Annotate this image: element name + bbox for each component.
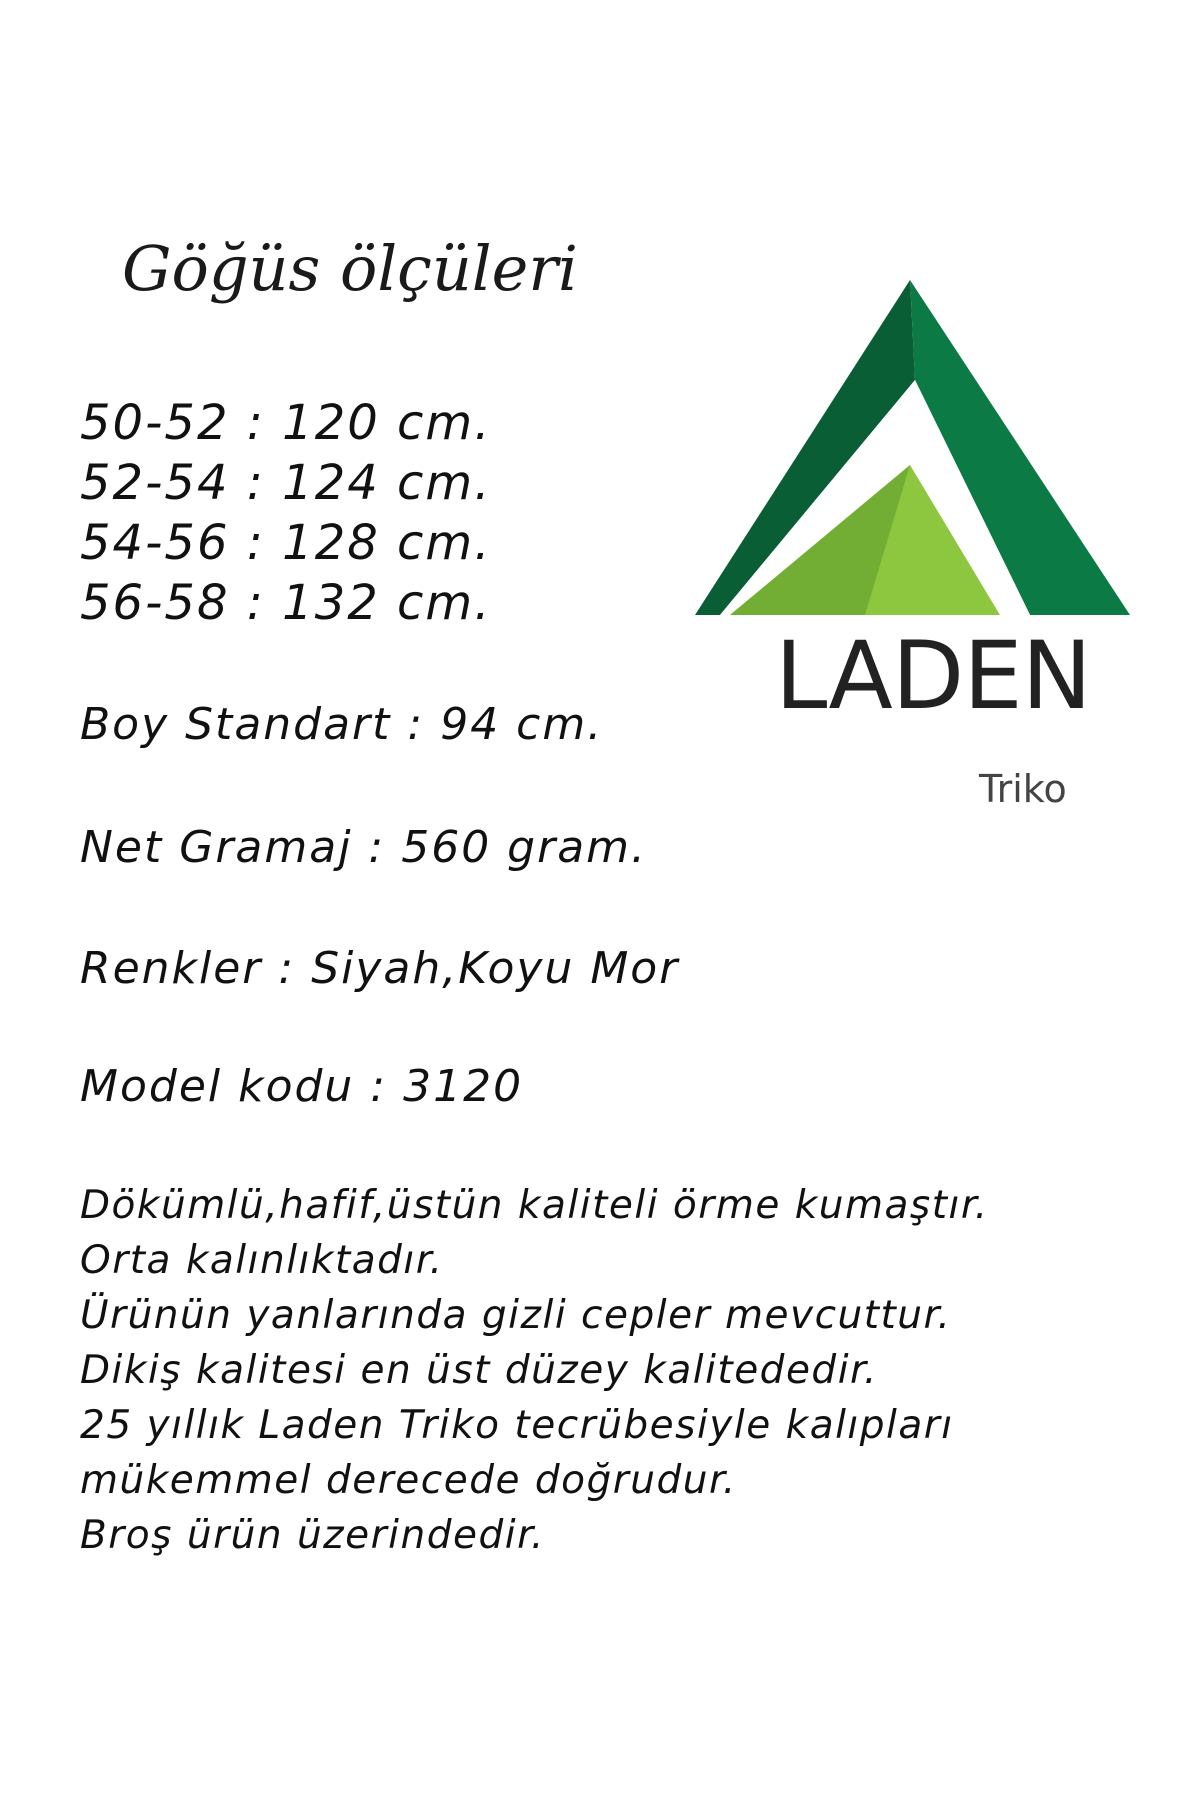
description-line: Ürünün yanlarında gizli cepler mevcuttur. — [80, 1293, 952, 1338]
description-line: Orta kalınlıktadır. — [80, 1238, 444, 1283]
brand-subtitle: Triko — [979, 767, 1067, 811]
page-title: Göğüs ölçüleri — [122, 232, 578, 305]
description-line: mükemmel derecede doğrudur. — [80, 1458, 737, 1503]
description-line: Broş ürün üzerindedir. — [80, 1513, 545, 1558]
size-line: 52-54 : 124 cm. — [80, 455, 492, 511]
colors-line: Renkler : Siyah,Koyu Mor — [80, 943, 680, 994]
length-line: Boy Standart : 94 cm. — [80, 699, 604, 750]
size-line: 50-52 : 120 cm. — [80, 395, 492, 451]
description-line: Dökümlü,hafif,üstün kaliteli örme kumaştır. — [80, 1183, 989, 1228]
model-code-line: Model kodu : 3120 — [80, 1061, 524, 1112]
description-line: 25 yıllık Laden Triko tecrübesiyle kalıpları — [80, 1403, 954, 1448]
size-line: 56-58 : 132 cm. — [80, 575, 492, 631]
weight-line: Net Gramaj : 560 gram. — [80, 822, 648, 873]
description-block — [80, 1178, 989, 1563]
mountain-triangle-icon — [675, 230, 1155, 630]
brand-name: LADEN — [775, 622, 1091, 731]
description-line: Dikiş kalitesi en üst düzey kalitededir. — [80, 1348, 878, 1393]
size-list — [80, 393, 491, 633]
brand-logo — [675, 230, 1155, 810]
size-line: 54-56 : 128 cm. — [80, 515, 492, 571]
